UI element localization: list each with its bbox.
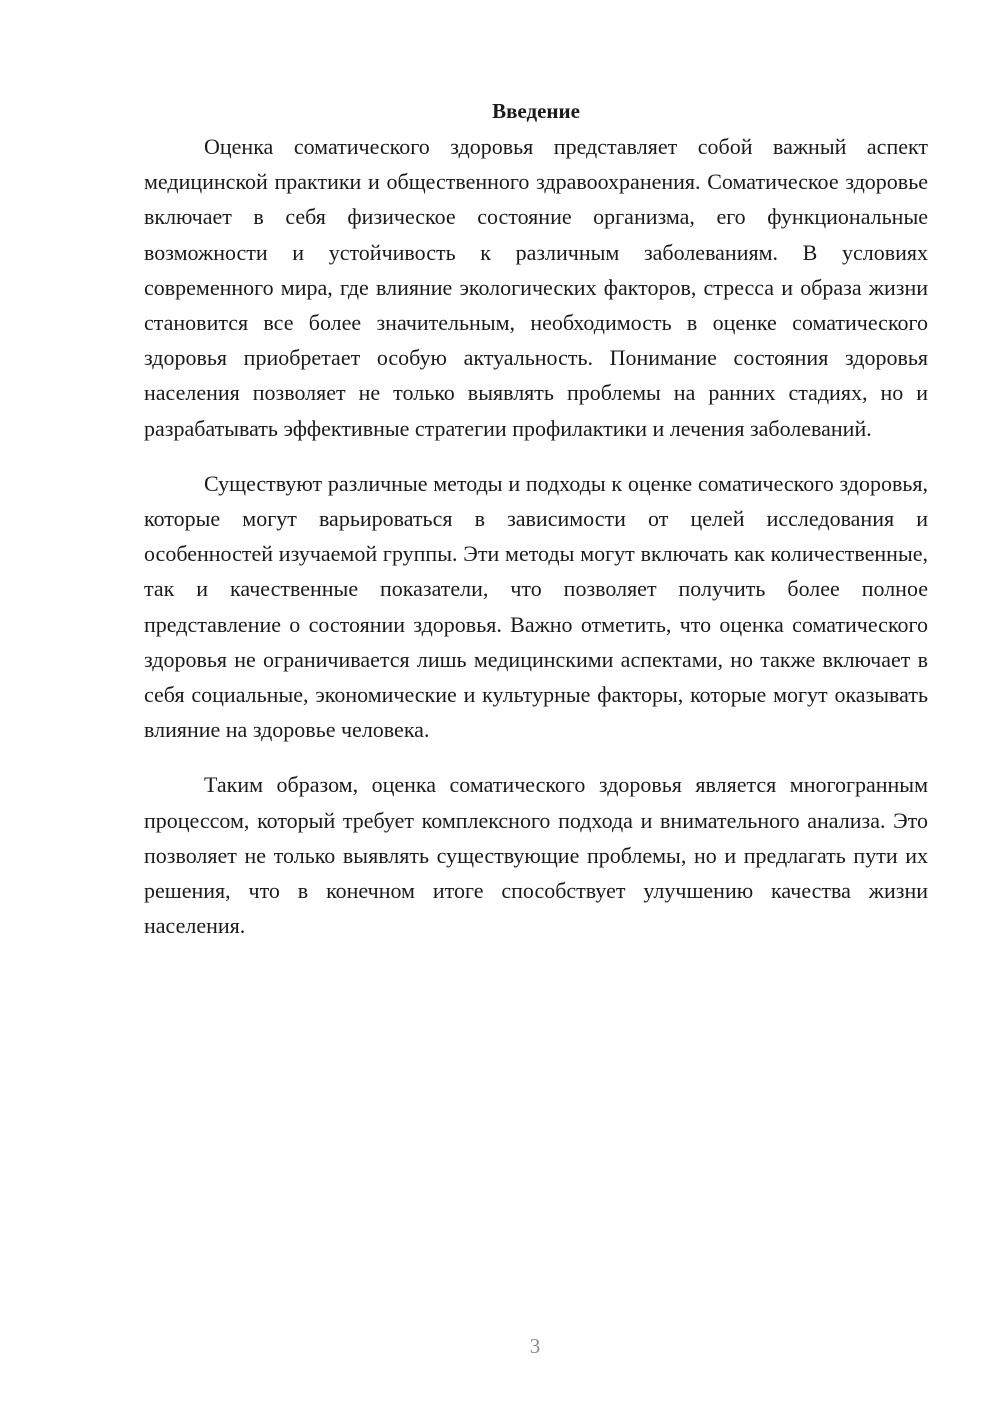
section-heading: Введение [492,99,580,123]
document-body [144,94,928,943]
page-number: 3 [529,1334,541,1358]
paragraph-2: Существуют различные методы и подходы к оценке соматического здоровья, которые могут варьироваться в зависимости от целей исследования и особенностей изучаемой группы. Эти методы могут включать как количественные, так и качественные показатели, что позволяет получить более полное представление о состоянии здоровья. Важно отметить, что оценка соматического здоровья не ограничивается лишь медицинскими аспектами, но также включает в себя социальные, экономические и культурные факторы, которые могут оказывать влияние на здоровье человека. [144,470,928,743]
paragraph-3: Таким образом, оценка соматического здоровья является многогранным процессом, который требует комплексного подхода и внимательного анализа. Это позволяет не только выявлять существующие проблемы, но и предлагать пути их решения, что в конечном итоге способствует улучшению качества жизни населения. [144,772,928,939]
paragraph-1: Оценка соматического здоровья представляет собой важный аспект медицинской практики и общественного здравоохранения. Соматическое здоровье включает в себя физическое состояние организма, его функциональные возможности и устойчивость к различным заболеваниям. В условиях современного мира, где влияние экологических факторов, стресса и образа жизни становится все более значительным, необходимость в оценке соматического здоровья приобретает особую актуальность. Понимание состояния здоровья населения позволяет не только выявлять проблемы на ранних стадиях, но и разрабатывать эффективные стратегии профилактики и лечения заболеваний. [144,134,928,441]
